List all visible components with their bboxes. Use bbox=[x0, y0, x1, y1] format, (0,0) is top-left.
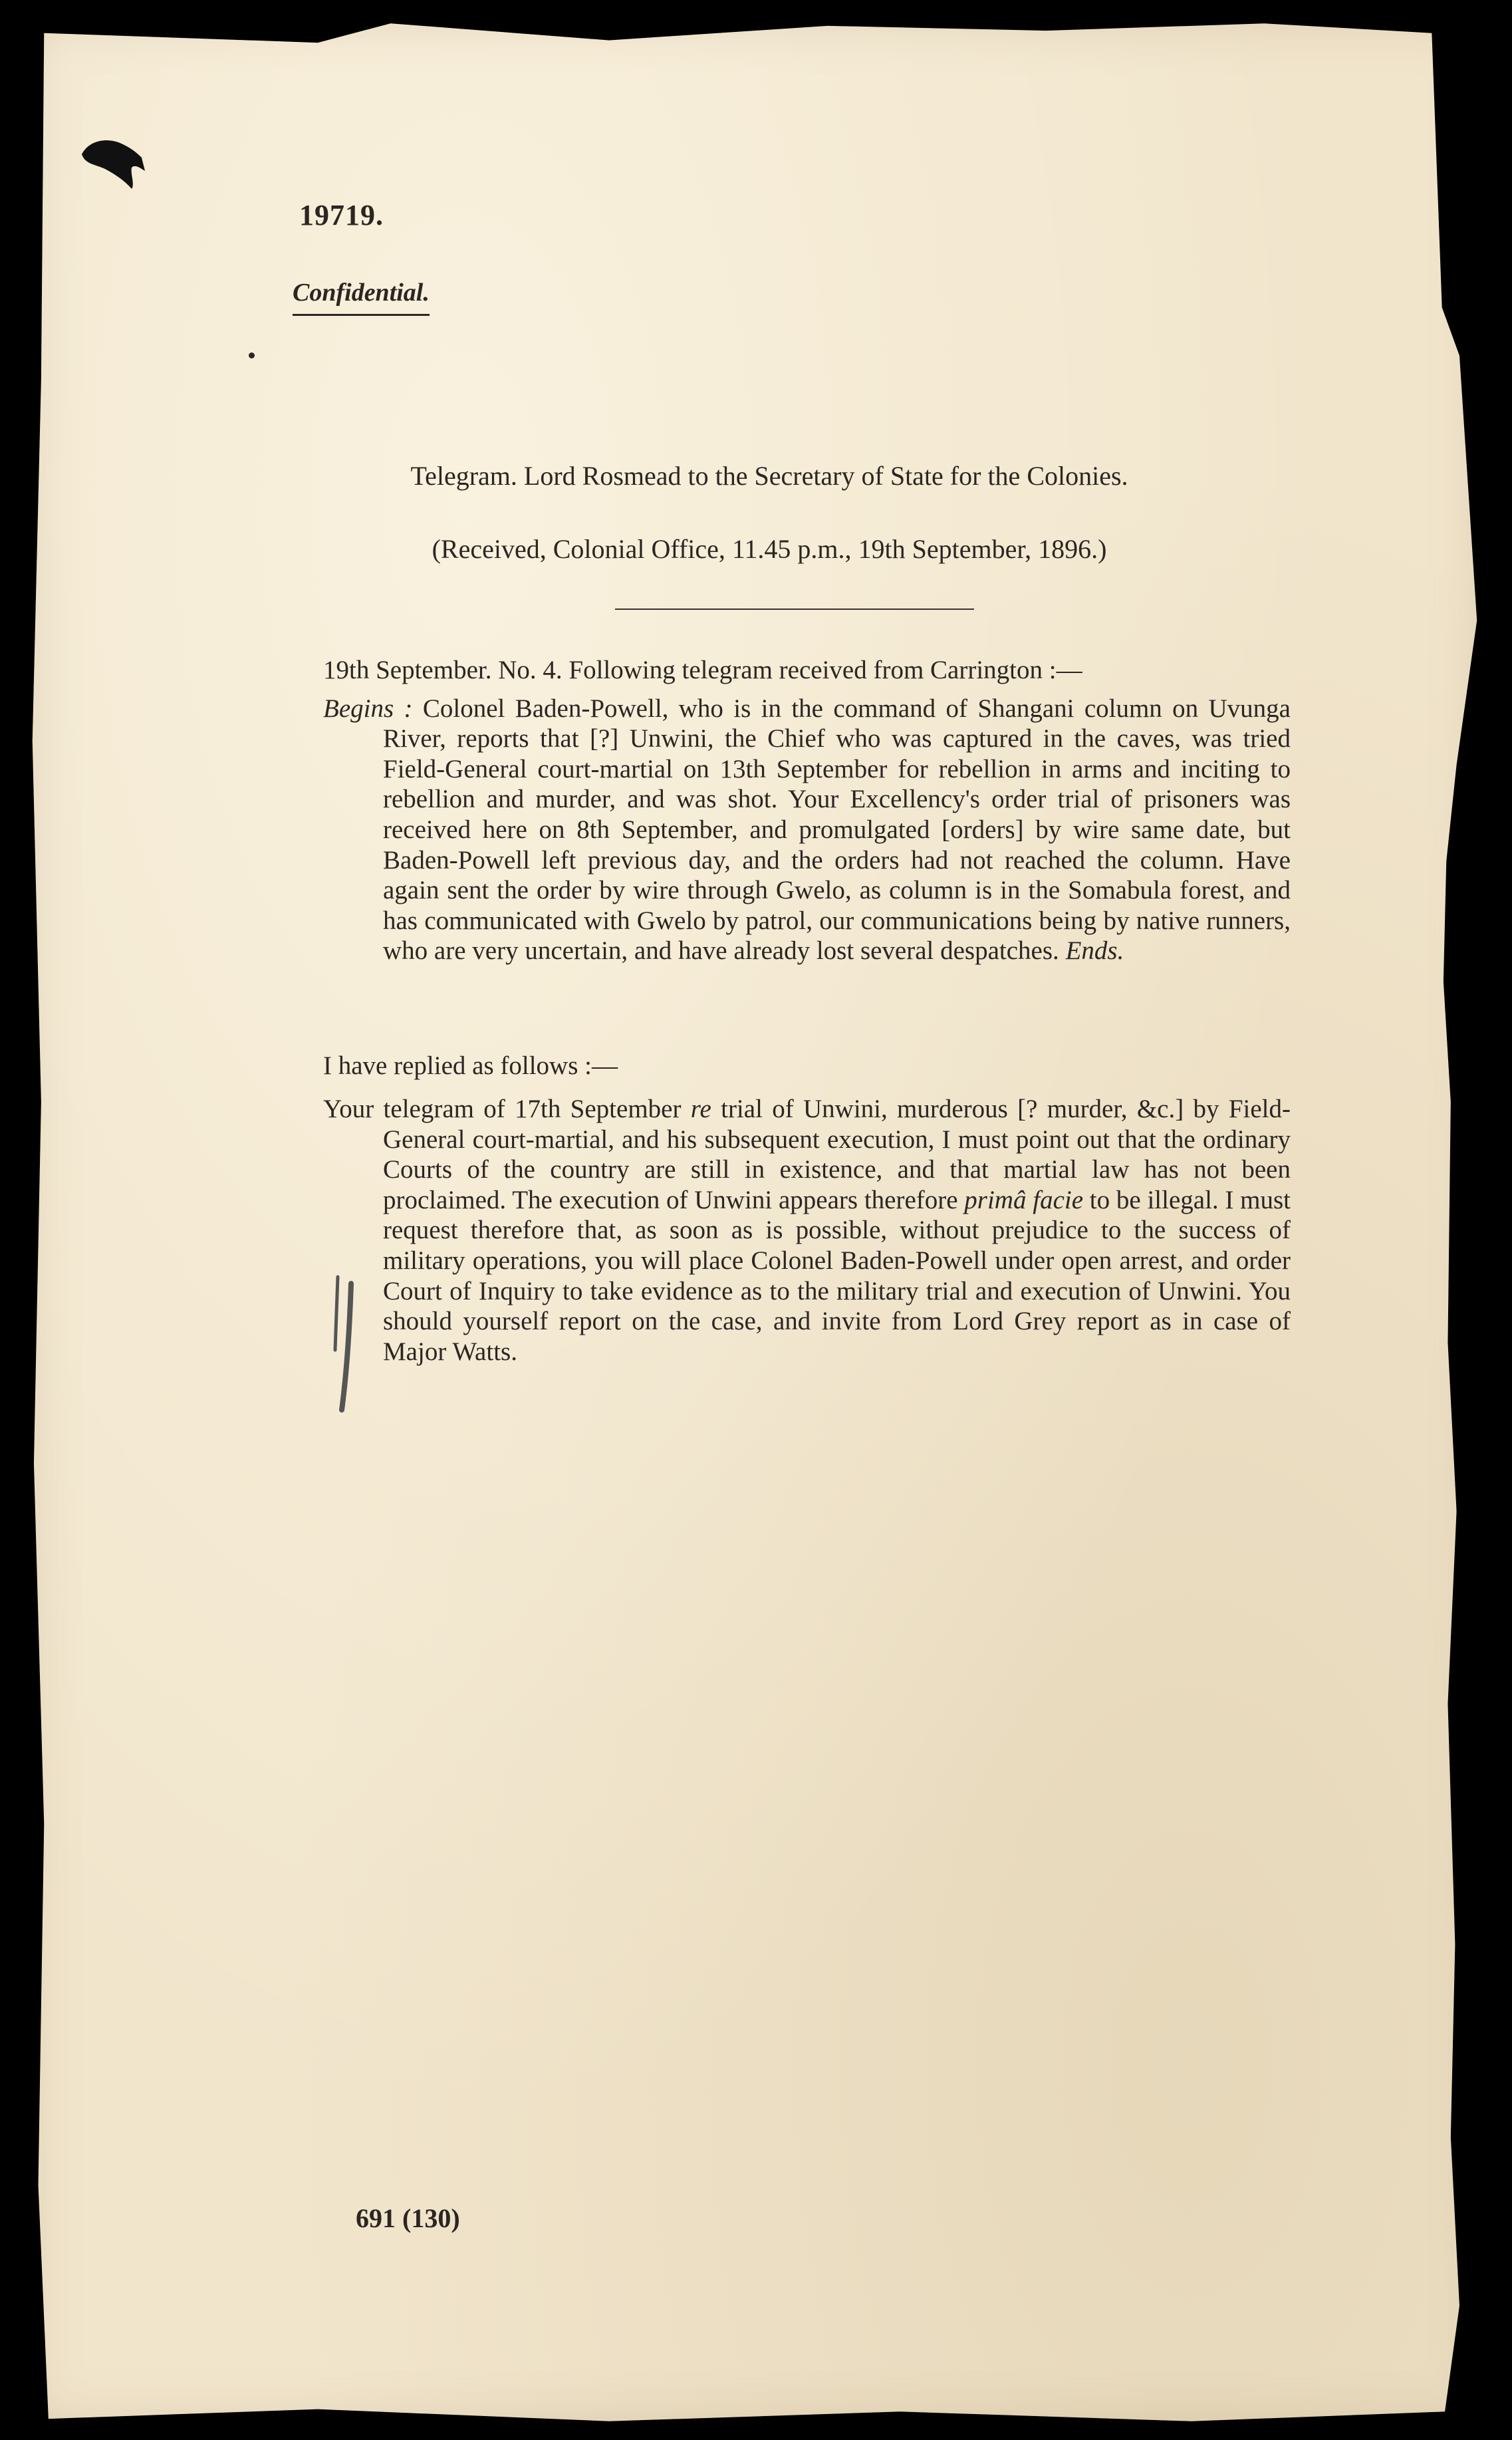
telegram-title: Telegram. Lord Rosmead to the Secretary of State for the Colonies. bbox=[410, 461, 1128, 491]
lead-line: 19th September. No. 4. Following telegram received from Carrington :— bbox=[323, 656, 1082, 684]
ink-blot-mark bbox=[78, 134, 152, 194]
pencil-margin-mark bbox=[326, 1270, 366, 1417]
reply-prima-facie: primâ facie bbox=[964, 1185, 1084, 1214]
reply-text-1: Your telegram of 17th September bbox=[323, 1095, 691, 1123]
classification-label: Confidential. bbox=[293, 278, 430, 316]
ends-label: Ends. bbox=[1065, 936, 1124, 966]
message-block bbox=[323, 694, 1291, 966]
section-divider bbox=[615, 609, 974, 610]
received-line: (Received, Colonial Office, 11.45 p.m., 19th September, 1896.) bbox=[432, 534, 1107, 564]
footer-code: 691 (130) bbox=[356, 2203, 460, 2233]
reply-re: re bbox=[690, 1095, 711, 1123]
reply-text-3: to be illegal. I must request therefore that, as soon as is possible, without prejudice to the success of military operations, you will place Colonel Baden-Powell under open arrest, and order Court of Inquiry to take evidence as to the military trial and execution of Unwini. You should yourself report on the case, and invite from Lord Grey report as in case of Major Watts. bbox=[383, 1185, 1291, 1366]
begins-label: Begins : bbox=[323, 694, 413, 723]
telegram-message bbox=[323, 655, 1291, 966]
ink-dot bbox=[249, 352, 255, 358]
reply-block bbox=[323, 1094, 1291, 1367]
reply-message bbox=[323, 1094, 1291, 1367]
reply-text-2: trial of Unwini, murderous [? murder, &c.] by Field-General court-martial, and his subsequent execution, I must point out that the ordinary Courts of the country are still in existence, and that martial law has not been proclaimed. The execution of Unwini appears therefore bbox=[383, 1095, 1291, 1214]
document-number: 19719. bbox=[299, 199, 384, 231]
message-text: Colonel Baden-Powell, who is in the command of Shangani column on Uvunga River, reports that [?] Unwini, the Chief who was captured in the caves, was tried Field-General court-martial on 13th September for rebellion in arms and inciting to rebellion and murder, and was shot. Your Excellency's order trial of prisoners was received here on 8th September, and promulgated [orders] by wire same date, but Baden-Powell left previous day, and the orders had not reached the column. Have again sent the order by wire through Gwelo, as column is in the Somabula forest, and has communicated with Gwelo by patrol, our communications being by native runners, who are very uncertain, and have already lost several despatches. bbox=[383, 694, 1291, 966]
replied-line: I have replied as follows :— bbox=[323, 1051, 618, 1080]
